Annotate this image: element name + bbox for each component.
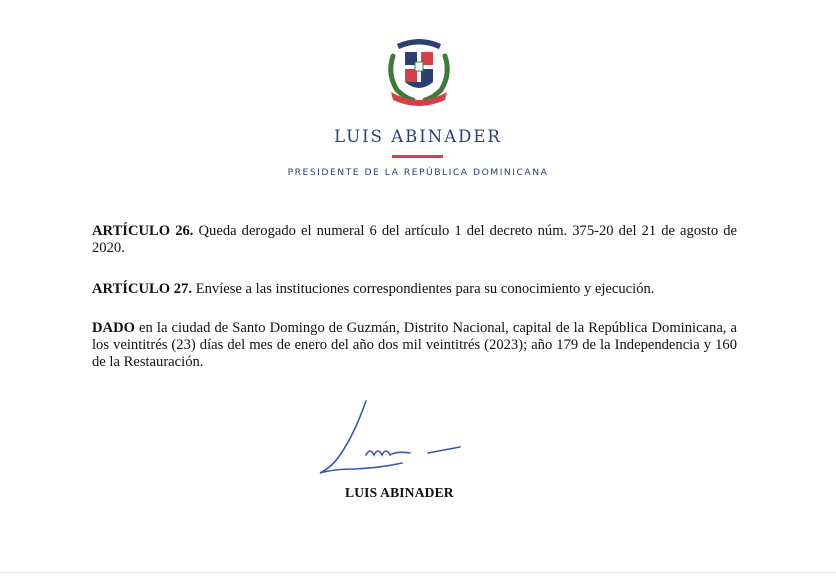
article-26-paragraph bbox=[92, 223, 737, 257]
page-edge-divider bbox=[0, 572, 836, 573]
signature-name: LUIS ABINADER bbox=[345, 485, 454, 500]
article-26-text: Queda derogado el numeral 6 del artículo 1 del decreto núm. 375-20 del 21 de agosto de 2020. bbox=[92, 223, 737, 256]
closing-paragraph bbox=[92, 320, 737, 371]
header-name: LUIS ABINADER bbox=[334, 127, 502, 146]
header-divider bbox=[392, 155, 443, 158]
signature-icon bbox=[310, 395, 480, 485]
article-27-text: Envíese a las instituciones correspondientes para su conocimiento y ejecución. bbox=[192, 281, 655, 297]
article-27-label: ARTÍCULO 27. bbox=[92, 281, 193, 297]
article-26-label: ARTÍCULO 26. bbox=[92, 223, 194, 239]
header-title: PRESIDENTE DE LA REPÚBLICA DOMINICANA bbox=[287, 167, 549, 178]
closing-label: DADO bbox=[92, 320, 135, 336]
coat-of-arms-icon bbox=[383, 30, 455, 106]
closing-text: en la ciudad de Santo Domingo de Guzmán, Distrito Nacional, capital de la República Dominicana, a los veintitrés (23) días del mes de enero del año dos mil veintitrés (2023); año 179 de la Independencia y 160 de la Restauración. bbox=[92, 320, 737, 370]
article-27-paragraph bbox=[92, 281, 737, 298]
